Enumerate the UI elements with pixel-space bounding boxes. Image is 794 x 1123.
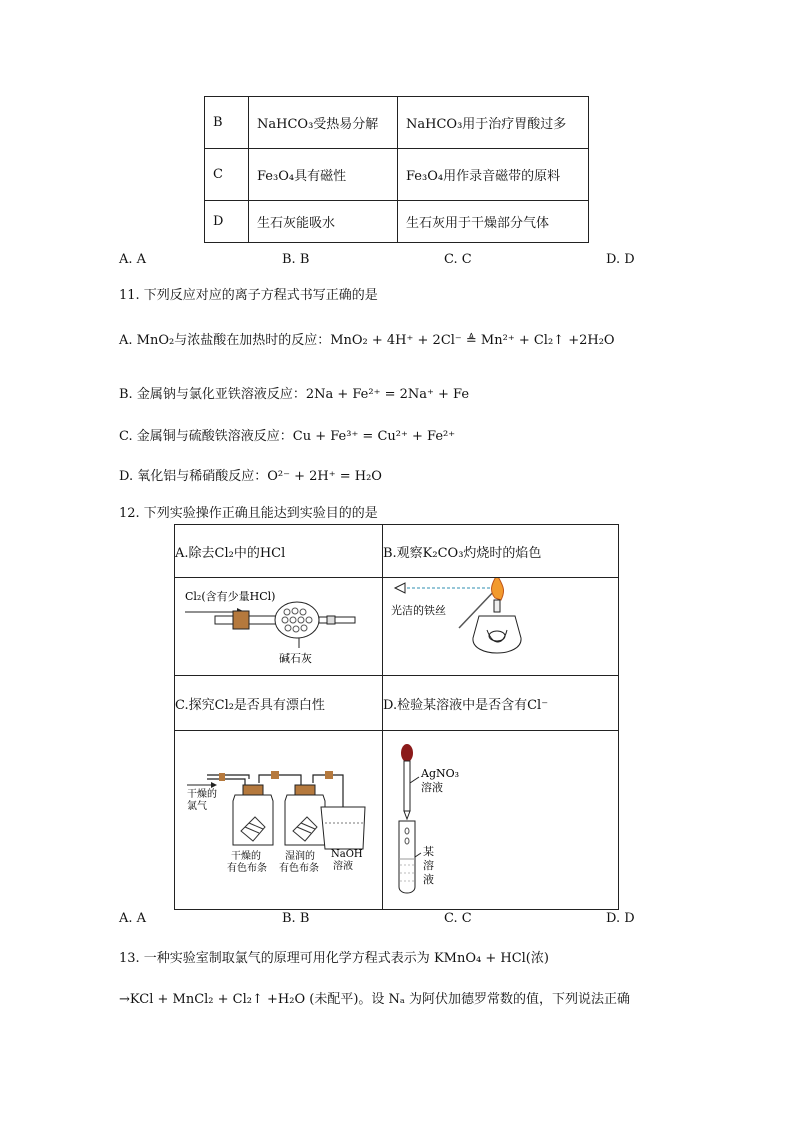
cell-d-title: D.检验某溶液中是否含有Cl⁻ [383,676,619,731]
q10-option-a[interactable]: A. A [119,252,147,267]
fig-d-s3: 液 [423,873,434,886]
table-row [205,97,589,149]
cell-b-title: B.观察K₂CO₃灼烧时的焰色 [383,525,619,578]
stopper [243,785,263,795]
beaker [321,807,365,849]
fig-c-sol: 溶液 [333,861,353,872]
table-row [205,149,589,201]
cell-c-figure [175,731,383,910]
q11-option-c[interactable]: C. 金属铜与硫酸铁溶液反应：Cu + Fe³⁺ = Cu²⁺ + Fe²⁺ [119,429,456,444]
q12-option-c[interactable]: C. C [444,911,472,926]
row-fact: 生石灰能吸水 [249,201,398,243]
bottle-wet [285,795,325,845]
fig-c-cloth2a: 湿润的 [285,851,315,862]
row-key: C [205,149,249,201]
flame-test-figure [383,578,618,671]
stopper [233,611,249,629]
q10-option-c[interactable]: C. C [444,252,472,267]
fig-c-dry-label: 干燥的 [187,789,217,800]
fig-c-naoh: NaOH [331,849,363,860]
row-use: 生石灰用于干燥部分气体 [398,201,589,243]
eye-icon [395,583,405,593]
q12-option-b[interactable]: B. B [282,911,310,926]
fig-c-cloth2b: 有色布条 [279,863,319,874]
stopper [295,785,315,795]
dropper-tube [404,761,410,811]
test-tube [399,821,415,893]
fig-d-reagent-sol: 溶液 [421,781,443,794]
row-fact: Fe₃O₄具有磁性 [249,149,398,201]
fig-b-wire-label: 光洁的铁丝 [391,604,446,617]
q11-stem: 11. 下列反应对应的离子方程式书写正确的是 [119,288,378,303]
q10-option-b[interactable]: B. B [282,252,310,267]
chlorine-bleach-figure [175,731,382,905]
fig-c-cloth1a: 干燥的 [231,851,261,862]
q13-line2: →KCl + MnCl₂ + Cl₂↑ +H₂O (未配平)。设 Nₐ 为阿伏加德罗常数的值，下列说法正确 [119,992,631,1007]
q11-option-d[interactable]: D. 氧化铝与稀硝酸反应：O²⁻ + 2H⁺ = H₂O [119,469,382,484]
chloride-test-figure [383,731,618,905]
q11-option-a[interactable]: A. MnO₂与浓盐酸在加热时的反应：MnO₂ + 4H⁺ + 2Cl⁻ ≜ Mn²⁺ + Cl₂↑ +2H₂O [119,333,615,348]
q12-option-a[interactable]: A. A [119,911,147,926]
properties-table [204,96,589,243]
q11-option-b[interactable]: B. 金属钠与氯化亚铁溶液反应：2Na + Fe²⁺ = 2Na⁺ + Fe [119,387,470,402]
cell-b-figure [383,578,619,676]
cell-a-title: A.除去Cl₂中的HCl [175,525,383,578]
fig-a-gas-label: Cl₂(含有少量HCl) [185,590,276,603]
q13-line1: 13. 一种实验室制取氯气的原理可用化学方程式表示为 KMnO₄ + HCl(浓) [119,951,549,966]
bottle-dry [233,795,273,845]
cell-d-figure [383,731,619,910]
fig-d-s1: 某 [423,845,434,858]
experiment-table [174,524,619,910]
fig-c-gas-label: 氯气 [187,801,207,812]
row-key: D [205,201,249,243]
dropper-bulb [401,744,413,762]
row-use: NaHCO₃用于治疗胃酸过多 [398,97,589,149]
flame-icon [492,578,504,600]
fig-d-s2: 溶 [423,859,434,872]
cell-a-figure [175,578,383,676]
q10-option-d[interactable]: D. D [606,252,635,267]
fig-d-reagent: AgNO₃ [421,767,460,780]
cell-c-title: C.探究Cl₂是否具有漂白性 [175,676,383,731]
row-use: Fe₃O₄用作录音磁带的原料 [398,149,589,201]
row-fact: NaHCO₃受热易分解 [249,97,398,149]
arrow-head-icon [211,782,217,788]
gas-drying-tube-figure [175,578,382,671]
q12-option-d[interactable]: D. D [606,911,635,926]
wick [494,600,500,612]
fig-c-cloth1b: 有色布条 [227,863,267,874]
alcohol-lamp [473,616,521,653]
table-row [205,201,589,243]
row-key: B [205,97,249,149]
fig-a-solid-label: 碱石灰 [279,652,312,665]
q12-stem: 12. 下列实验操作正确且能达到实验目的的是 [119,506,378,521]
outlet-tube [335,617,355,623]
